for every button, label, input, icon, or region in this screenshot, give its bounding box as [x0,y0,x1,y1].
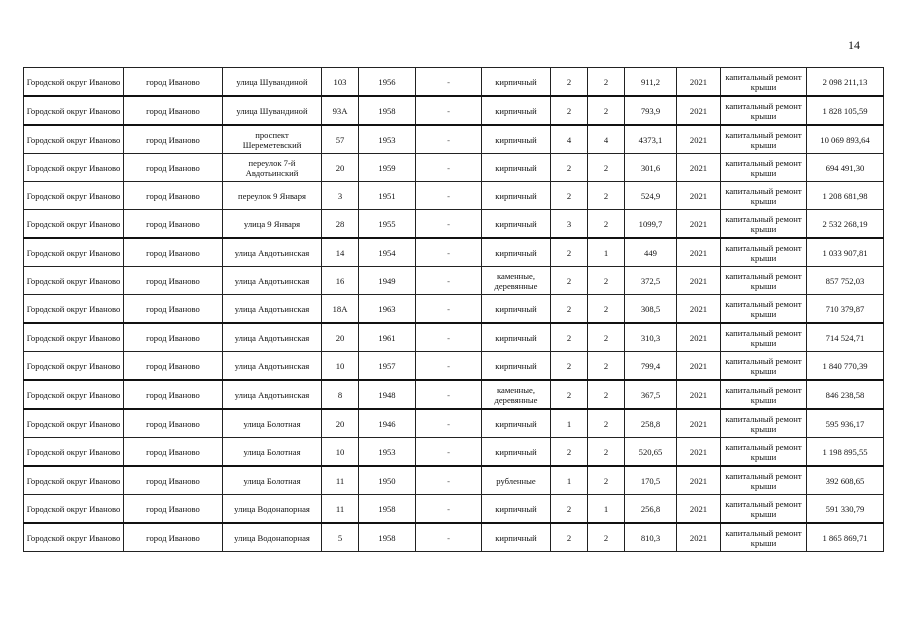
wall-material-cell: кирпичный [482,523,551,552]
cost-cell: 10 069 893,64 [807,125,884,154]
table-row [24,380,884,409]
area-cell: 524,9 [625,182,677,210]
wall-material-cell: кирпичный [482,68,551,97]
table-row [24,495,884,524]
area-cell: 4373,1 [625,125,677,154]
plan-year-cell: 2021 [677,295,721,324]
street-cell: улица Водонапорная [223,495,322,524]
entrances-cell: 2 [588,154,625,182]
table-row [24,352,884,381]
wall-material-cell: каменные, деревянные [482,267,551,295]
house-number-cell: 20 [322,323,359,352]
street-cell: переулок 7-й Авдотьинский [223,154,322,182]
wall-material-cell: кирпичный [482,238,551,267]
wall-material-cell: кирпичный [482,210,551,239]
wall-material-cell: рубленные [482,466,551,495]
renovation-year-cell: - [416,495,482,524]
municipality-cell: Городской округ Иваново [24,267,124,295]
renovation-year-cell: - [416,210,482,239]
wall-material-cell: каменные, деревянные [482,380,551,409]
floors-cell: 2 [551,495,588,524]
house-number-cell: 28 [322,210,359,239]
plan-year-cell: 2021 [677,96,721,125]
floors-cell: 1 [551,466,588,495]
entrances-cell: 2 [588,323,625,352]
street-cell: переулок 9 Января [223,182,322,210]
floors-cell: 2 [551,154,588,182]
wall-material-cell: кирпичный [482,295,551,324]
wall-material-cell: кирпичный [482,96,551,125]
settlement-cell: город Иваново [124,523,223,552]
street-cell: улица Шувандиной [223,68,322,97]
floors-cell: 2 [551,96,588,125]
plan-year-cell: 2021 [677,523,721,552]
floors-cell: 2 [551,438,588,467]
entrances-cell: 2 [588,438,625,467]
cost-cell: 694 491,30 [807,154,884,182]
area-cell: 308,5 [625,295,677,324]
plan-year-cell: 2021 [677,238,721,267]
work-type-cell: капитальный ремонт крыши [721,352,807,381]
settlement-cell: город Иваново [124,267,223,295]
construction-year-cell: 1950 [359,466,416,495]
renovation-year-cell: - [416,68,482,97]
cost-cell: 1 865 869,71 [807,523,884,552]
work-type-cell: капитальный ремонт крыши [721,409,807,438]
plan-year-cell: 2021 [677,495,721,524]
municipality-cell: Городской округ Иваново [24,466,124,495]
table-row [24,295,884,324]
table-row [24,323,884,352]
municipality-cell: Городской округ Иваново [24,68,124,97]
cost-cell: 1 033 907,81 [807,238,884,267]
house-number-cell: 57 [322,125,359,154]
work-type-cell: капитальный ремонт крыши [721,438,807,467]
cost-cell: 857 752,03 [807,267,884,295]
house-number-cell: 11 [322,495,359,524]
renovation-year-cell: - [416,125,482,154]
work-type-cell: капитальный ремонт крыши [721,466,807,495]
entrances-cell: 2 [588,352,625,381]
construction-year-cell: 1963 [359,295,416,324]
wall-material-cell: кирпичный [482,154,551,182]
house-number-cell: 8 [322,380,359,409]
area-cell: 301,6 [625,154,677,182]
construction-year-cell: 1961 [359,323,416,352]
settlement-cell: город Иваново [124,182,223,210]
plan-year-cell: 2021 [677,409,721,438]
wall-material-cell: кирпичный [482,323,551,352]
renovation-year-cell: - [416,267,482,295]
house-number-cell: 18А [322,295,359,324]
street-cell: улица Авдотьинская [223,380,322,409]
floors-cell: 2 [551,352,588,381]
municipality-cell: Городской округ Иваново [24,438,124,467]
cost-cell: 1 840 770,39 [807,352,884,381]
area-cell: 372,5 [625,267,677,295]
floors-cell: 2 [551,182,588,210]
renovation-year-cell: - [416,438,482,467]
area-cell: 911,2 [625,68,677,97]
street-cell: улица Болотная [223,409,322,438]
renovation-year-cell: - [416,238,482,267]
cost-cell: 846 238,58 [807,380,884,409]
house-number-cell: 3 [322,182,359,210]
construction-year-cell: 1958 [359,96,416,125]
house-number-cell: 10 [322,352,359,381]
area-cell: 520,65 [625,438,677,467]
construction-year-cell: 1959 [359,154,416,182]
entrances-cell: 2 [588,409,625,438]
house-number-cell: 11 [322,466,359,495]
floors-cell: 2 [551,68,588,97]
construction-year-cell: 1955 [359,210,416,239]
area-cell: 810,3 [625,523,677,552]
area-cell: 449 [625,238,677,267]
floors-cell: 1 [551,409,588,438]
street-cell: улица Болотная [223,438,322,467]
wall-material-cell: кирпичный [482,409,551,438]
plan-year-cell: 2021 [677,438,721,467]
construction-year-cell: 1949 [359,267,416,295]
table-row [24,182,884,210]
municipality-cell: Городской округ Иваново [24,210,124,239]
municipality-cell: Городской округ Иваново [24,125,124,154]
settlement-cell: город Иваново [124,495,223,524]
municipality-cell: Городской округ Иваново [24,409,124,438]
street-cell: улица Авдотьинская [223,323,322,352]
wall-material-cell: кирпичный [482,352,551,381]
settlement-cell: город Иваново [124,466,223,495]
work-type-cell: капитальный ремонт крыши [721,380,807,409]
entrances-cell: 2 [588,68,625,97]
entrances-cell: 2 [588,267,625,295]
street-cell: улица Болотная [223,466,322,495]
cost-cell: 1 198 895,55 [807,438,884,467]
settlement-cell: город Иваново [124,96,223,125]
table-row [24,466,884,495]
entrances-cell: 2 [588,182,625,210]
cost-cell: 1 828 105,59 [807,96,884,125]
settlement-cell: город Иваново [124,125,223,154]
construction-year-cell: 1957 [359,352,416,381]
area-cell: 170,5 [625,466,677,495]
cost-cell: 591 330,79 [807,495,884,524]
work-type-cell: капитальный ремонт крыши [721,68,807,97]
renovation-year-cell: - [416,523,482,552]
street-cell: улица Авдотьинская [223,295,322,324]
municipality-cell: Городской округ Иваново [24,182,124,210]
renovation-year-cell: - [416,323,482,352]
area-cell: 1099,7 [625,210,677,239]
settlement-cell: город Иваново [124,68,223,97]
plan-year-cell: 2021 [677,210,721,239]
area-cell: 799,4 [625,352,677,381]
table-row [24,68,884,97]
settlement-cell: город Иваново [124,409,223,438]
plan-year-cell: 2021 [677,323,721,352]
street-cell: улица Авдотьинская [223,238,322,267]
table-row [24,523,884,552]
cost-cell: 714 524,71 [807,323,884,352]
house-number-cell: 20 [322,154,359,182]
area-cell: 367,5 [625,380,677,409]
table-row [24,96,884,125]
plan-year-cell: 2021 [677,267,721,295]
floors-cell: 2 [551,267,588,295]
area-cell: 310,3 [625,323,677,352]
construction-year-cell: 1951 [359,182,416,210]
table-body [24,68,884,552]
municipality-cell: Городской округ Иваново [24,495,124,524]
floors-cell: 2 [551,523,588,552]
work-type-cell: капитальный ремонт крыши [721,295,807,324]
cost-cell: 710 379,87 [807,295,884,324]
house-number-cell: 10 [322,438,359,467]
house-number-cell: 5 [322,523,359,552]
buildings-table [23,67,884,552]
construction-year-cell: 1953 [359,125,416,154]
floors-cell: 2 [551,380,588,409]
work-type-cell: капитальный ремонт крыши [721,182,807,210]
entrances-cell: 2 [588,380,625,409]
work-type-cell: капитальный ремонт крыши [721,238,807,267]
wall-material-cell: кирпичный [482,495,551,524]
entrances-cell: 2 [588,466,625,495]
renovation-year-cell: - [416,352,482,381]
settlement-cell: город Иваново [124,323,223,352]
entrances-cell: 1 [588,495,625,524]
floors-cell: 4 [551,125,588,154]
construction-year-cell: 1958 [359,495,416,524]
municipality-cell: Городской округ Иваново [24,96,124,125]
plan-year-cell: 2021 [677,125,721,154]
page-number: 14 [848,38,860,52]
settlement-cell: город Иваново [124,380,223,409]
municipality-cell: Городской округ Иваново [24,238,124,267]
area-cell: 258,8 [625,409,677,438]
wall-material-cell: кирпичный [482,125,551,154]
floors-cell: 2 [551,295,588,324]
wall-material-cell: кирпичный [482,182,551,210]
street-cell: улица 9 Января [223,210,322,239]
settlement-cell: город Иваново [124,295,223,324]
work-type-cell: капитальный ремонт крыши [721,267,807,295]
construction-year-cell: 1956 [359,68,416,97]
table-row [24,409,884,438]
cost-cell: 392 608,65 [807,466,884,495]
work-type-cell: капитальный ремонт крыши [721,495,807,524]
cost-cell: 1 208 681,98 [807,182,884,210]
plan-year-cell: 2021 [677,154,721,182]
work-type-cell: капитальный ремонт крыши [721,210,807,239]
municipality-cell: Городской округ Иваново [24,352,124,381]
table-row [24,125,884,154]
house-number-cell: 14 [322,238,359,267]
table-row [24,210,884,239]
entrances-cell: 2 [588,210,625,239]
plan-year-cell: 2021 [677,466,721,495]
street-cell: улица Авдотьинская [223,267,322,295]
plan-year-cell: 2021 [677,380,721,409]
renovation-year-cell: - [416,154,482,182]
settlement-cell: город Иваново [124,154,223,182]
municipality-cell: Городской округ Иваново [24,523,124,552]
cost-cell: 595 936,17 [807,409,884,438]
entrances-cell: 2 [588,523,625,552]
settlement-cell: город Иваново [124,352,223,381]
municipality-cell: Городской округ Иваново [24,323,124,352]
work-type-cell: капитальный ремонт крыши [721,154,807,182]
entrances-cell: 2 [588,295,625,324]
area-cell: 256,8 [625,495,677,524]
street-cell: улица Авдотьинская [223,352,322,381]
renovation-year-cell: - [416,96,482,125]
plan-year-cell: 2021 [677,182,721,210]
plan-year-cell: 2021 [677,352,721,381]
street-cell: проспект Шереметевский [223,125,322,154]
construction-year-cell: 1946 [359,409,416,438]
construction-year-cell: 1958 [359,523,416,552]
table-row [24,238,884,267]
municipality-cell: Городской округ Иваново [24,154,124,182]
renovation-year-cell: - [416,466,482,495]
work-type-cell: капитальный ремонт крыши [721,96,807,125]
floors-cell: 2 [551,323,588,352]
municipality-cell: Городской округ Иваново [24,380,124,409]
work-type-cell: капитальный ремонт крыши [721,125,807,154]
table-row [24,267,884,295]
renovation-year-cell: - [416,380,482,409]
house-number-cell: 93А [322,96,359,125]
table-row [24,154,884,182]
house-number-cell: 16 [322,267,359,295]
work-type-cell: капитальный ремонт крыши [721,323,807,352]
cost-cell: 2 098 211,13 [807,68,884,97]
wall-material-cell: кирпичный [482,438,551,467]
work-type-cell: капитальный ремонт крыши [721,523,807,552]
floors-cell: 2 [551,238,588,267]
street-cell: улица Шувандиной [223,96,322,125]
area-cell: 793,9 [625,96,677,125]
cost-cell: 2 532 268,19 [807,210,884,239]
settlement-cell: город Иваново [124,438,223,467]
plan-year-cell: 2021 [677,68,721,97]
renovation-year-cell: - [416,182,482,210]
street-cell: улица Водонапорная [223,523,322,552]
construction-year-cell: 1948 [359,380,416,409]
renovation-year-cell: - [416,295,482,324]
municipality-cell: Городской округ Иваново [24,295,124,324]
table-row [24,438,884,467]
house-number-cell: 103 [322,68,359,97]
settlement-cell: город Иваново [124,238,223,267]
floors-cell: 3 [551,210,588,239]
entrances-cell: 4 [588,125,625,154]
entrances-cell: 2 [588,96,625,125]
entrances-cell: 1 [588,238,625,267]
house-number-cell: 20 [322,409,359,438]
settlement-cell: город Иваново [124,210,223,239]
construction-year-cell: 1954 [359,238,416,267]
renovation-year-cell: - [416,409,482,438]
construction-year-cell: 1953 [359,438,416,467]
